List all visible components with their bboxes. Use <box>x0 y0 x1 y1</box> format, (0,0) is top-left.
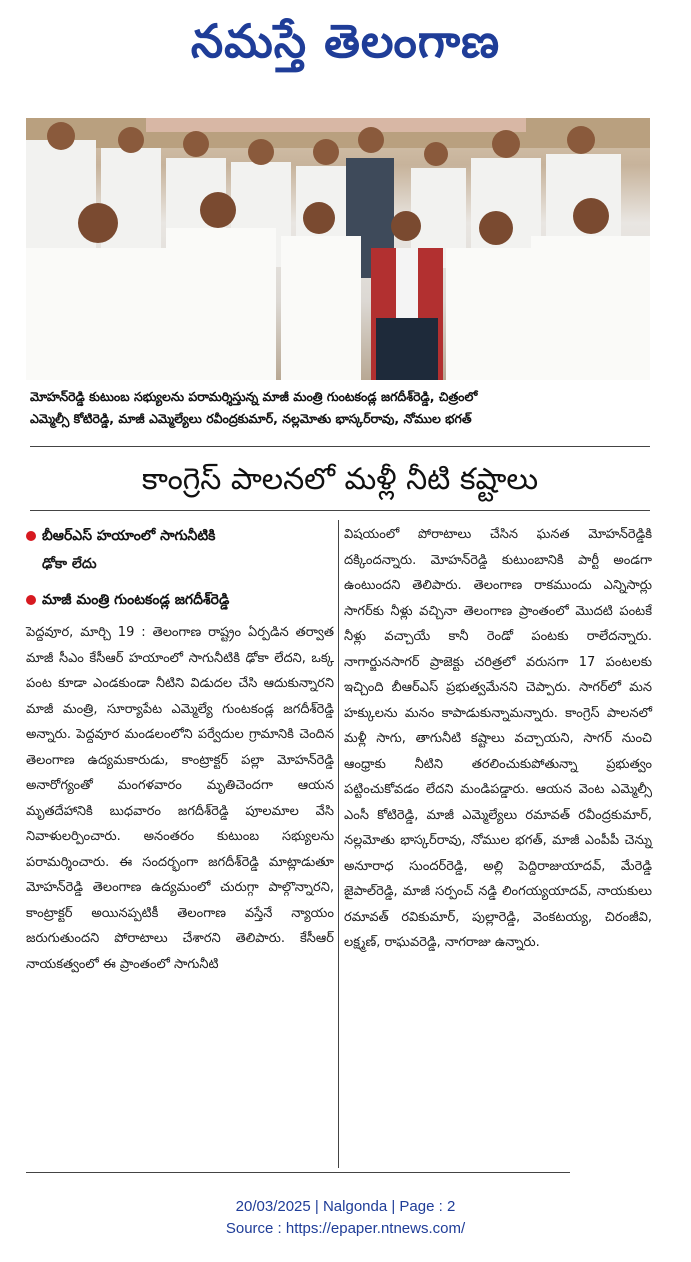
bullet-text: బీఆర్‌ఎస్ హయాంలో సాగునీటికి <box>42 528 216 544</box>
article-bottom-rule <box>26 1172 570 1173</box>
article-body-left: పెద్దవూర, మార్చి 19 : తెలంగాణ రాష్ట్రం ఏర్పడిన తర్వాత మాజీ సీఎం కేసీఆర్ హయాంలో సాగునీటికి ఢోకా లేదని, ఒక్క పంట కూడా ఎండకుండా నీటిని విడుదల చేసి ఆదుకున్నారని మాజీ మంత్రి, సూర్యాపేట ఎమ్మెల్యే గుంటకండ్ల జగదీశ్‌రెడ్డి అన్నారు. పెద్దవూర మండలంలోని పర్వేదుల గ్రామానికి చెందిన తెలంగాణ ఉద్యమకారుడు, కాంట్రాక్టర్ పల్లా మోహన్‌రెడ్డి అనారోగ్యంతో మంగళవారం మృతిచెందగా ఆయన మృతదేహానికి బుధవారం జగదీశ్‌రెడ్డి పూలమాల వేసి నివాళులర్పించారు. అనంతరం కుటుంబ సభ్యులను పరామర్శించారు. ఈ సందర్భంగా జగదీశ్‌రెడ్డి మాట్లాడుతూ మోహన్‌రెడ్డి తెలంగాణ ఉద్యమంలో చురుగ్గా పాల్గొన్నారని, కాంట్రాక్టర్ అయినప్పటికీ తెలంగాణ వస్తేనే న్యాయం జరుగుతుందని పోరాటాలు చేశారని తెలిపారు. కేసీఆర్ నాయకత్వంలో ఈ ప్రాంతంలో సాగునీటి <box>26 625 334 972</box>
headline-bottom-rule <box>30 510 650 511</box>
article-body-right: విషయంలో పోరాటాలు చేసిన ఘనత మోహన్‌రెడ్డికి దక్కిందన్నారు. మోహన్‌రెడ్డి కుటుంబానికి పార్టీ అండగా ఉంటుందని తెలిపారు. తెలంగాణ రాకముందు ఎన్నిసార్లు సాగర్‌కు నీళ్లు వచ్చినా తెలంగాణ ప్రాంతంలో మొదటి పంటకే నీళ్లు వచ్చాయే కానీ రెండో పంటకు రాలేదన్నారు. నాగార్జునసాగర్ ప్రాజెక్టు చరిత్రలో వరుసగా 17 పంటలకు ఇచ్చింది బీఆర్‌ఎస్ ప్రభుత్వమేనని చెప్పారు. సాగర్‌లో మన హక్కులను మనం కాపాడుకున్నామన్నారు. కాంగ్రెస్ పాలనలో మళ్లీ సాగు, తాగునీటి కష్టాలు వచ్చాయని, సాగర్ నుంచి ఆంధ్రాకు నీటిని తరలించుకుపోతున్నా ప్రభుత్వం పట్టించుకోవడం లేదని మండిపడ్డారు. ఆయన వెంట ఎమ్మెల్సీ ఎంసీ కోటిరెడ్డి, మాజీ ఎమ్మెల్యేలు రమావత్ రవీంద్రకుమార్, నల్లమోతు భాస్కర్‌రావు, నోముల భగత్, మాజీ ఎంపీపీ చెన్ను అనూరాధ సుందర్‌రెడ్డి, అల్లి పెద్దిరాజుయాదవ్, మేరెడ్డి జైపాల్‌రెడ్డి, మాజీ సర్పంచ్ నడ్డి లింగయ్యయాదవ్, నాయకులు రమావత్ రవికుమార్, పుల్లారెడ్డి, వెంకటయ్య, చిరంజీవి, లక్ష్మణ్, రాఘవరెడ్డి, నాగరాజు ఉన్నారు. <box>344 527 652 950</box>
bullet-text: మాజీ మంత్రి గుంటకండ్ల జగదీశ్‌రెడ్డి <box>42 592 230 608</box>
headline-top-rule <box>30 446 650 447</box>
bullet-text-continued: ఢోకా లేదు <box>42 556 97 572</box>
right-column <box>344 522 652 956</box>
headline: కాంగ్రెస్ పాలనలో మళ్లీ నీటి కష్టాలు <box>141 462 539 497</box>
caption-line-2: ఎమ్మెల్సీ కోటిరెడ్డి, మాజీ ఎమ్మెల్యేలు రవీంద్రకుమార్, నల్లమోతు భాస్కర్‌రావు, నోముల భగత్ <box>30 411 472 426</box>
masthead-logo: నమస్తే తెలంగాణ <box>190 14 501 68</box>
bullet-point <box>26 522 334 550</box>
column-divider <box>338 520 339 1168</box>
caption-line-1: మోహన్‌రెడ్డి కుటుంబ సభ్యులను పరామర్శిస్తున్న మాజీ మంత్రి గుంటకండ్ల జగదీశ్‌రెడ్డి, చిత్రంలో <box>30 389 478 404</box>
news-photo <box>26 118 650 380</box>
photo-caption <box>30 386 650 430</box>
footer-source-link[interactable]: Source : https://epaper.ntnews.com/ <box>225 1220 466 1237</box>
left-column <box>26 522 334 977</box>
bullet-point <box>26 586 334 614</box>
footer-edition-info: 20/03/2025 | Nalgonda | Page : 2 <box>235 1198 456 1215</box>
bullet-dot-icon <box>26 595 36 605</box>
bullet-dot-icon <box>26 531 36 541</box>
